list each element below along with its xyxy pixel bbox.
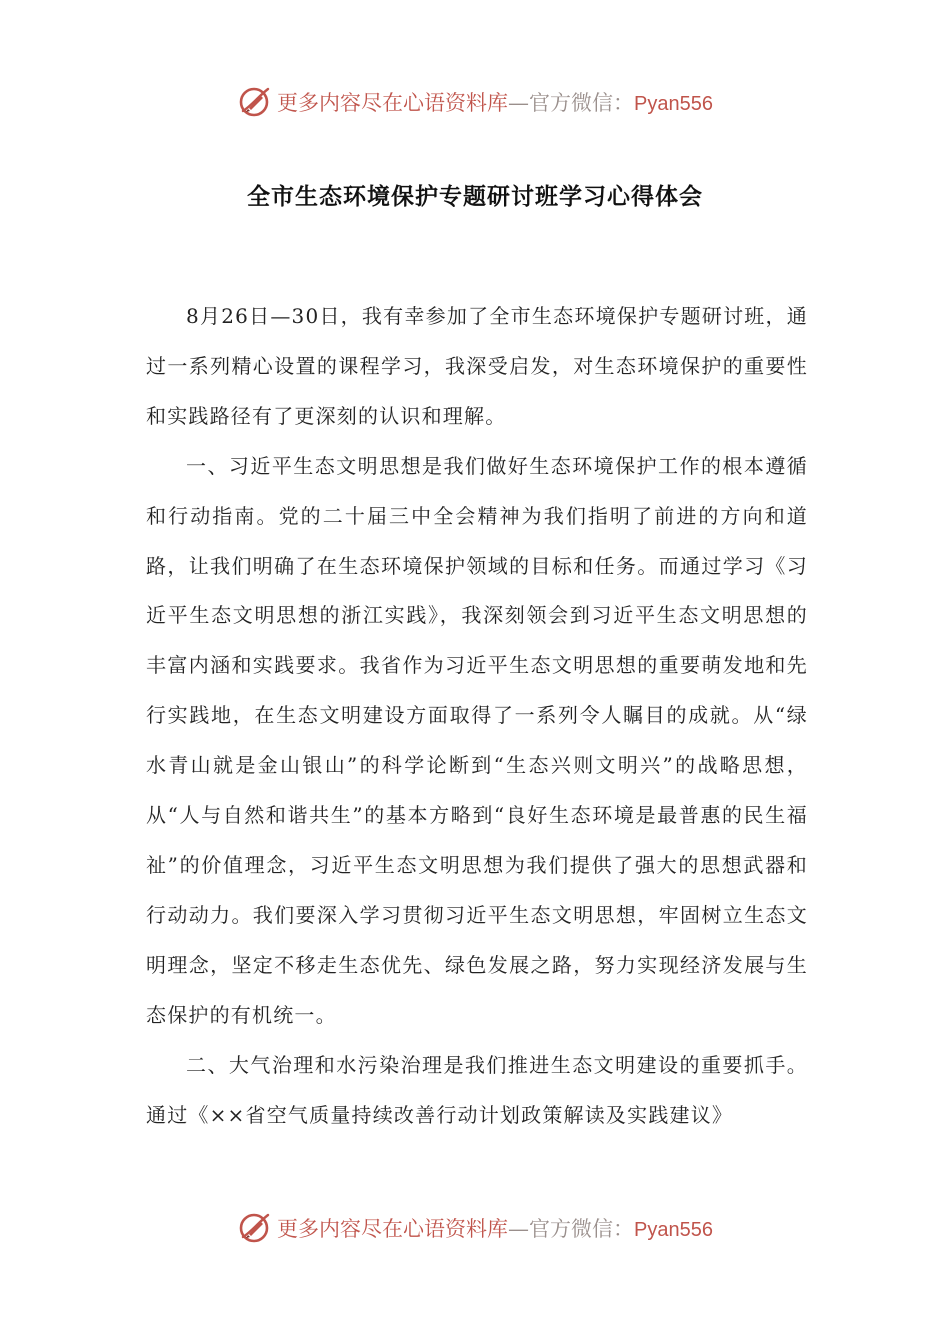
footer-banner [0, 1208, 950, 1248]
pen-swoosh-logo-icon [237, 1210, 273, 1246]
banner-wechat-id: Pyan556 [634, 93, 713, 115]
banner-wechat-id: Pyan556 [634, 1219, 713, 1241]
banner-dash: — [508, 1217, 530, 1241]
banner-wechat-label: 官方微信： [529, 1217, 635, 1241]
paragraph-section-one: 一、习近平生态文明思想是我们做好生态环境保护工作的根本遵循和行动指南。党的二十届三中全会精神为我们指明了前进的方向和道路，让我们明确了在生态环境保护领域的目标和任务。而通过学习《习近平生态文明思想的浙江实践》，我深刻领会到习近平生态文明思想的丰富内涵和实践要求。我省作为习近平生态文明思想的重要萌发地和先行实践地，在生态文明建设方面取得了一系列令人瞩目的成就。从“绿水青山就是金山银山”的科学论断到“生态兴则文明兴”的战略思想，从“人与自然和谐共生”的基本方略到“良好生态环境是最普惠的民生福祉”的价值理念，习近平生态文明思想为我们提供了强大的思想武器和行动动力。我们要深入学习贯彻习近平生态文明思想，牢固树立生态文明理念，坚定不移走生态优先、绿色发展之路，努力实现经济发展与生态保护的有机统一。 [146, 453, 808, 1027]
banner-site-name: 更多内容尽在心语资料库 [277, 1217, 509, 1241]
banner-site-name: 更多内容尽在心语资料库 [277, 91, 509, 115]
paragraph-intro: 8月26日—30日，我有幸参加了全市生态环境保护专题研讨班，通过一系列精心设置的课程学习，我深受启发，对生态环境保护的重要性和实践路径有了更深刻的认识和理解。 [146, 304, 808, 428]
banner-dash: — [508, 91, 530, 115]
pen-swoosh-logo-icon [237, 84, 273, 120]
banner-text [277, 1213, 713, 1243]
header-banner [0, 82, 950, 122]
paragraph-section-two: 二、大气治理和水污染治理是我们推进生态文明建设的重要抓手。通过《××省空气质量持续改善行动计划政策解读及实践建议》 [146, 1052, 808, 1127]
banner-text [277, 87, 713, 117]
banner-wechat-label: 官方微信： [529, 91, 635, 115]
document-body [146, 292, 808, 1140]
document-title: 全市生态环境保护专题研讨班学习心得体会 [247, 184, 703, 210]
